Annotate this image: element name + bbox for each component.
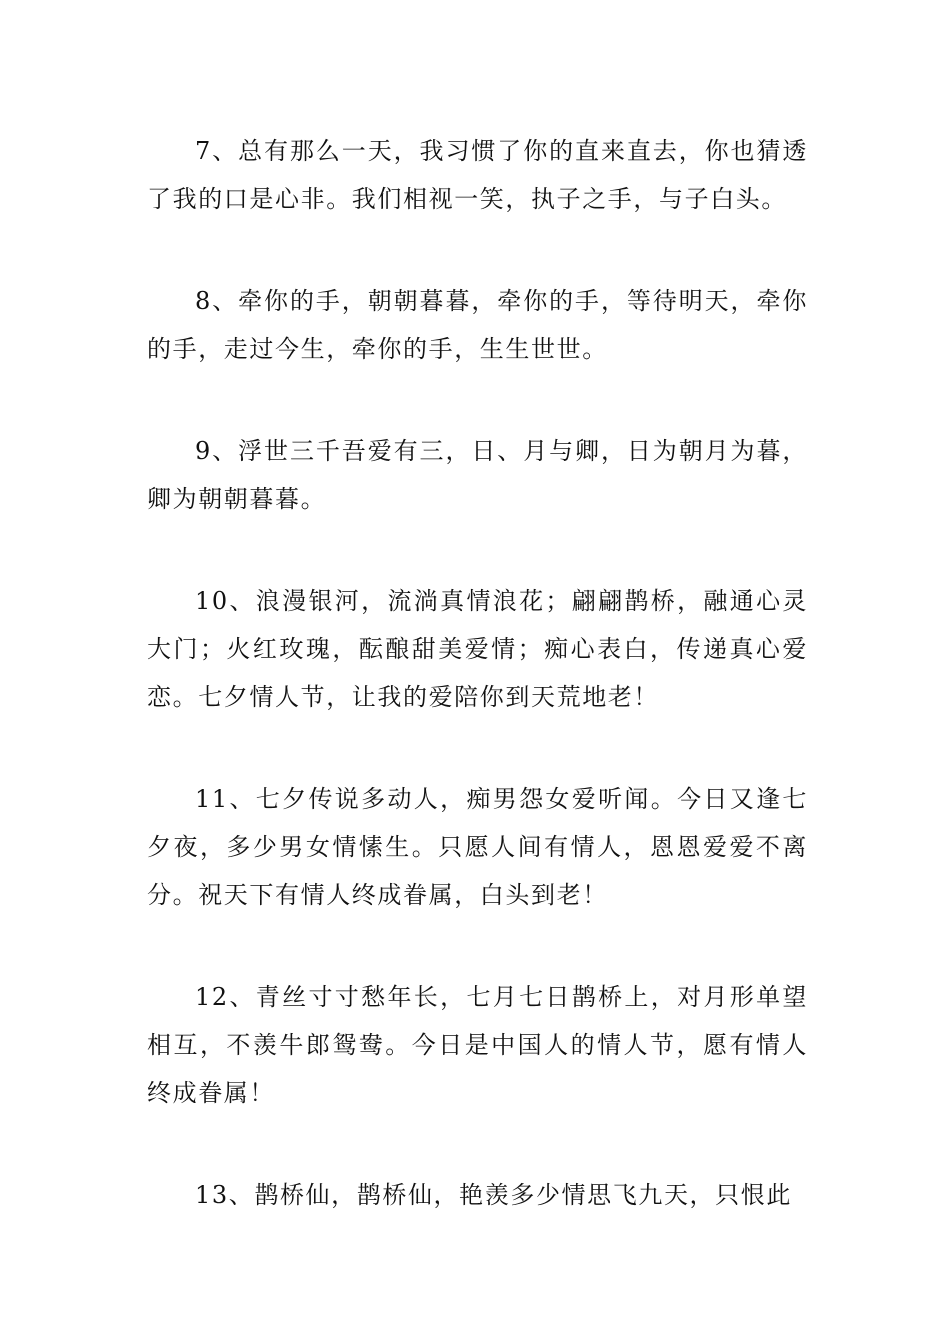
paragraph-13: 13、鹊桥仙，鹊桥仙，艳羡多少情思飞九天，只恨此 <box>195 1181 792 1209</box>
paragraph-10: 10、浪漫银河，流淌真情浪花；翩翩鹊桥，融通心灵大门；火红玫瑰，酝酿甜美爱情；痴心表白，传递真心爱恋。七夕情人节，让我的爱陪你到天荒地老！ <box>147 587 808 711</box>
document-body <box>147 127 808 1273</box>
paragraph-7: 7、总有那么一天，我习惯了你的直来直去，你也猜透了我的口是心非。我们相视一笑，执子之手，与子白头。 <box>147 137 808 213</box>
paragraph-11: 11、七夕传说多动人，痴男怨女爱听闻。今日又逢七夕夜，多少男女情愫生。只愿人间有情人，恩恩爱爱不离分。祝天下有情人终成眷属，白头到老！ <box>147 785 808 909</box>
paragraph-8: 8、牵你的手，朝朝暮暮，牵你的手，等待明天，牵你的手，走过今生，牵你的手，生生世世。 <box>147 287 808 363</box>
paragraph-12: 12、青丝寸寸愁年长，七月七日鹊桥上，对月形单望相互，不羡牛郎鸳鸯。今日是中国人的情人节，愿有情人终成眷属！ <box>147 983 808 1107</box>
paragraph-9: 9、浮世三千吾爱有三，日、月与卿，日为朝月为暮，卿为朝朝暮暮。 <box>147 437 808 513</box>
